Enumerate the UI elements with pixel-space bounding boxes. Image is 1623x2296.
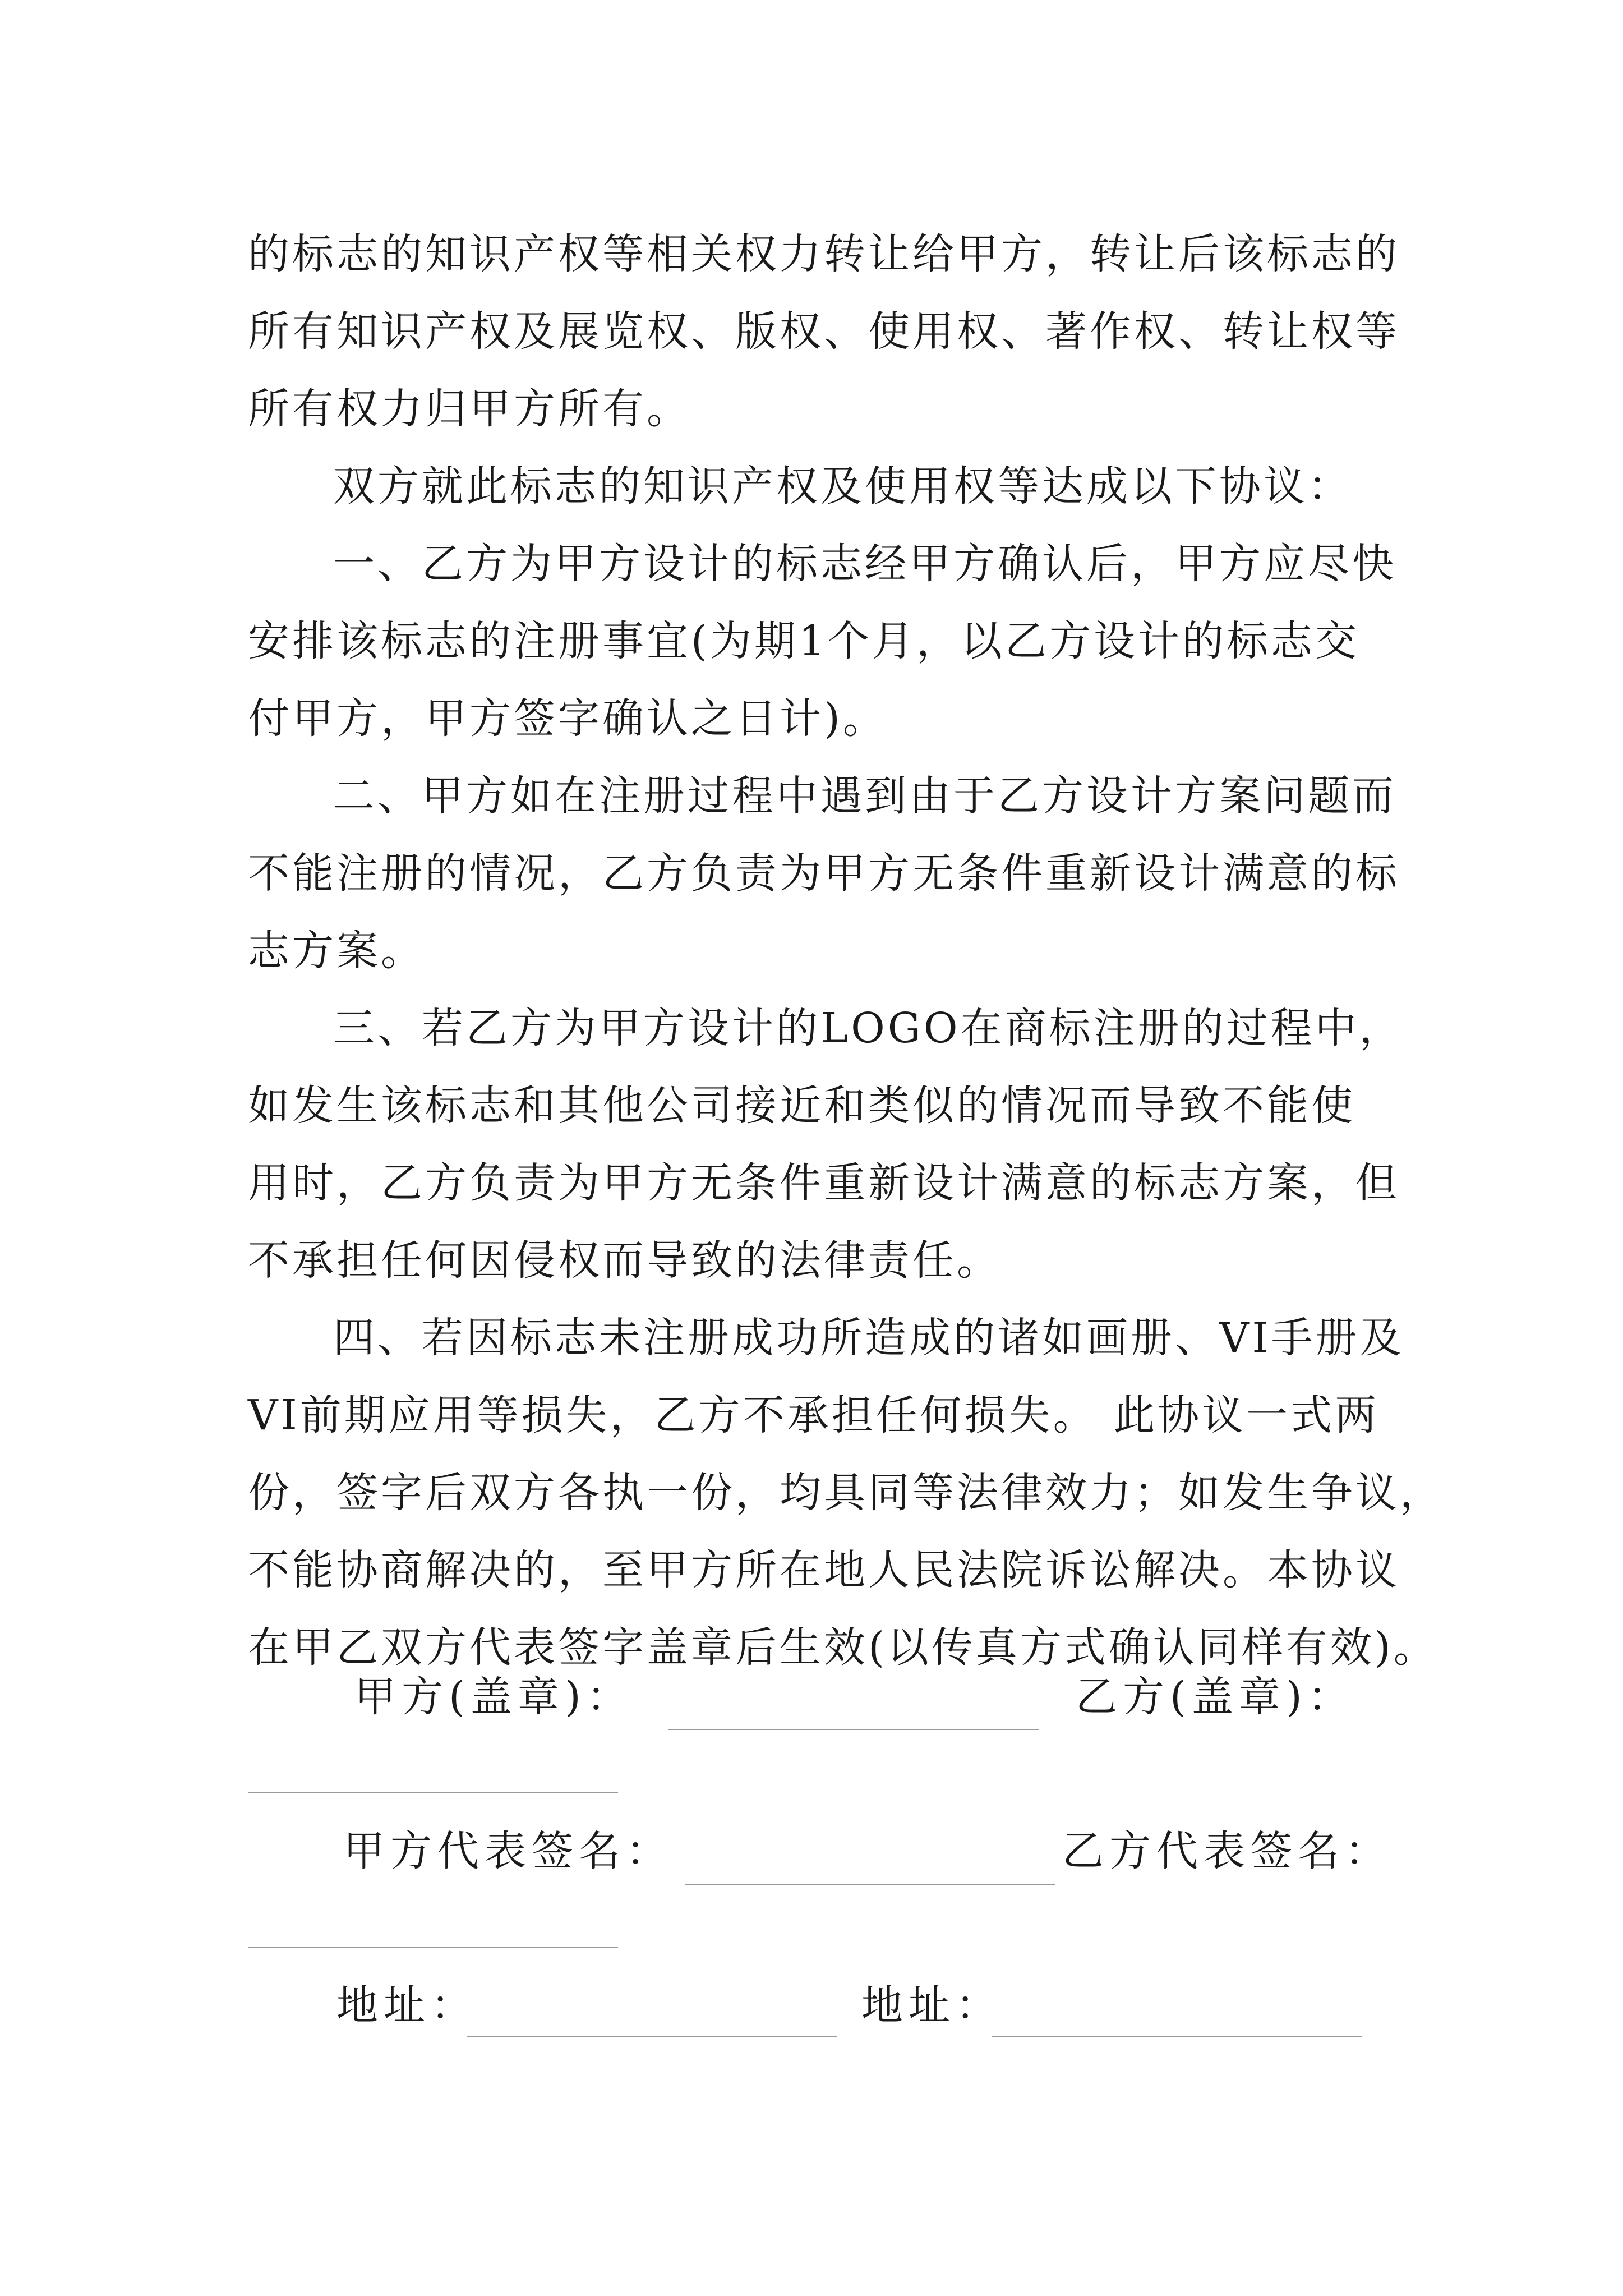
clause-four-line: 份，签字后双方各执一份，均具同等法律效力；如发生争议，: [248, 1469, 1444, 1517]
body-line: 所有权力归甲方所有。: [248, 385, 691, 433]
clause-two-line: 二、甲方如在注册过程中遇到由于乙方设计方案问题而: [333, 772, 1396, 820]
party-a-address-label: 地址：: [336, 1981, 478, 2030]
clause-four-line: VI前期应用等损失，乙方不承担任何损失。 此协议一式两: [248, 1391, 1380, 1439]
party-a-rep-line: [685, 1884, 1055, 1885]
party-b-seal-line: [248, 1792, 618, 1793]
agreement-body: [248, 215, 1444, 1686]
clause-three-line: 如发生该标志和其他公司接近和类似的情况而导致不能使: [248, 1082, 1355, 1130]
clause-four-line: 四、若因标志未注册成功所造成的诸如画册、VI手册及: [333, 1314, 1404, 1362]
clause-four-line: 在甲乙双方代表签字盖章后生效(以传真方式确认同样有效)。: [248, 1623, 1438, 1672]
party-b-address-label: 地址：: [861, 1981, 1003, 2030]
party-a-seal-label: 甲方(盖章)：: [354, 1673, 634, 1721]
body-line: 的标志的知识产权等相关权力转让给甲方，转让后该标志的: [248, 230, 1400, 278]
party-b-seal-label: 乙方(盖章)：: [1076, 1673, 1355, 1721]
party-b-address-line: [992, 2036, 1362, 2037]
clause-four-line: 不能协商解决的，至甲方所在地人民法院诉讼解决。本协议: [248, 1546, 1400, 1594]
party-a-seal-line: [668, 1729, 1039, 1730]
party-b-rep-label: 乙方代表签名：: [1062, 1827, 1392, 1875]
clause-two-line: 不能注册的情况，乙方负责为甲方无条件重新设计满意的标: [248, 849, 1400, 898]
body-line: 双方就此标志的知识产权及使用权等达成以下协议：: [333, 462, 1352, 510]
body-line: 所有知识产权及展览权、版权、使用权、著作权、转让权等: [248, 307, 1400, 356]
party-a-address-line: [467, 2036, 837, 2037]
clause-one-line: 安排该标志的注册事宜(为期1个月，以乙方设计的标志交: [248, 617, 1359, 665]
party-b-rep-line: [248, 1947, 618, 1948]
party-a-rep-label: 甲方代表签名：: [343, 1827, 673, 1875]
clause-three-line: 三、若乙方为甲方设计的LOGO在商标注册的过程中，: [333, 1004, 1404, 1052]
clause-three-line: 不承担任何因侵权而导致的法律责任。: [248, 1236, 1001, 1285]
clause-three-line: 用时，乙方负责为甲方无条件重新设计满意的标志方案，但: [248, 1159, 1400, 1207]
clause-one-line: 一、乙方为甲方设计的标志经甲方确认后，甲方应尽快: [333, 540, 1396, 588]
clause-two-line: 志方案。: [248, 927, 425, 975]
clause-one-line: 付甲方，甲方签字确认之日计)。: [248, 694, 887, 743]
